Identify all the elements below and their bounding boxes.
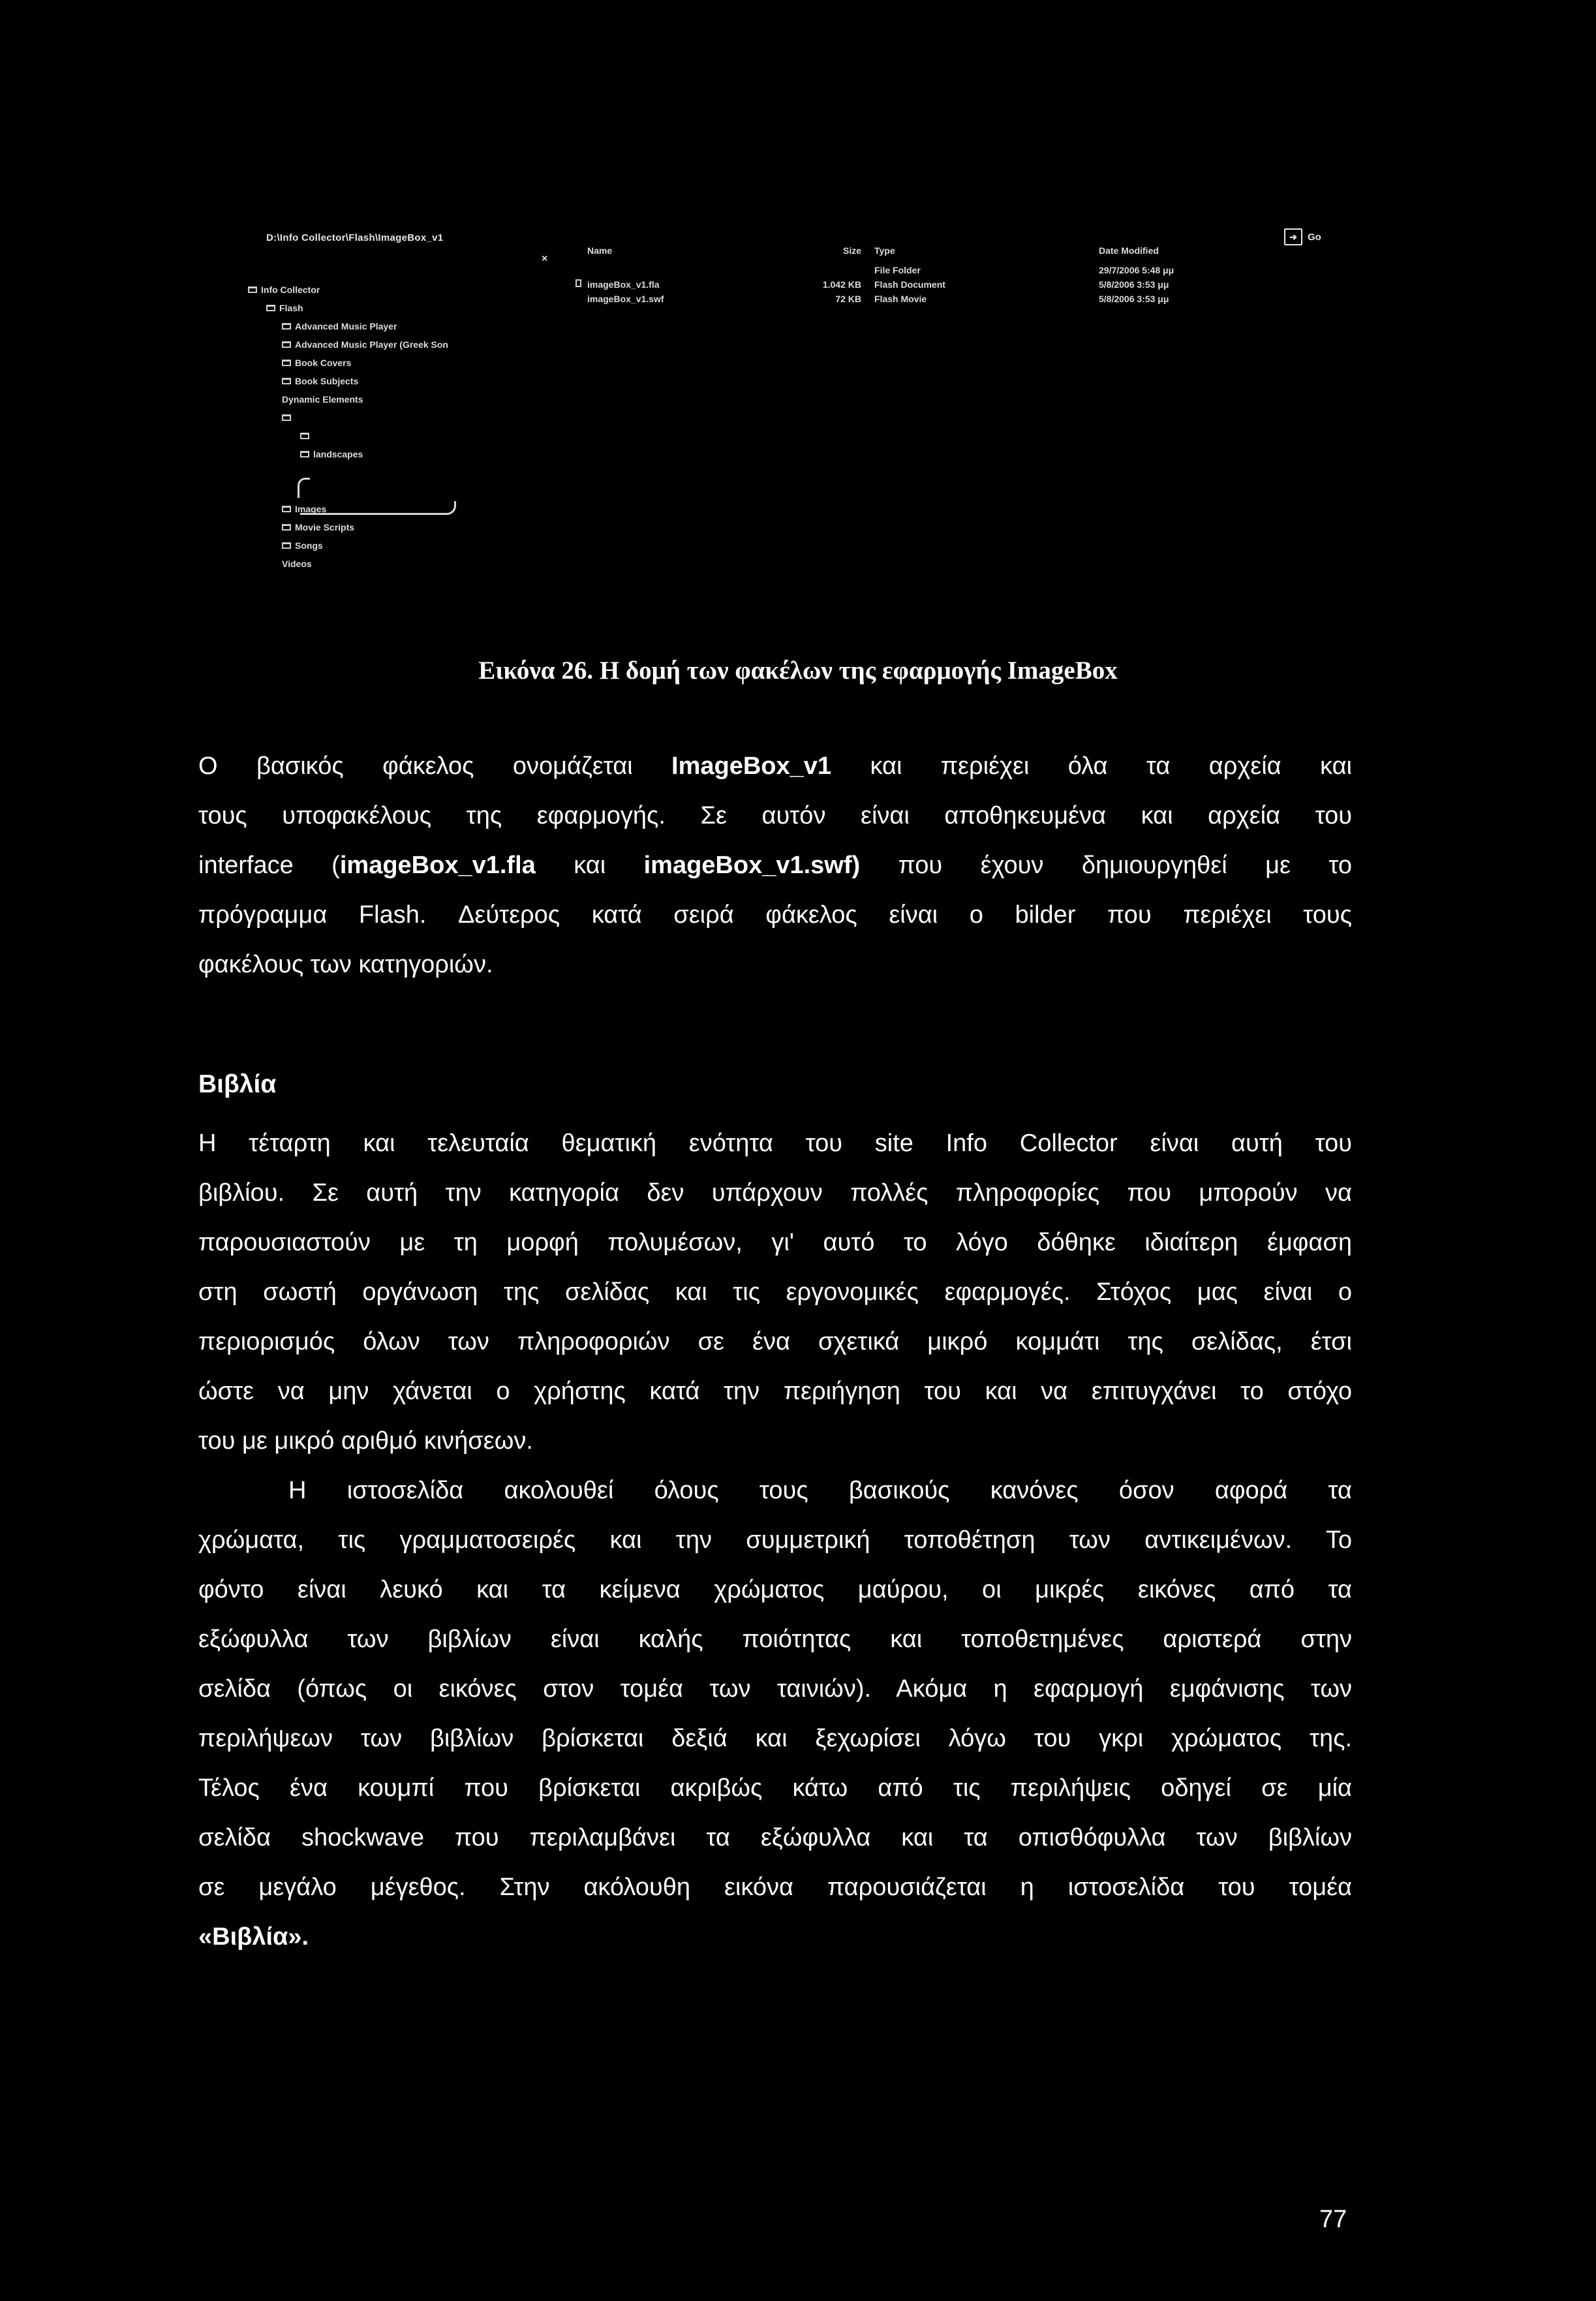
tree-item-label: Videos (282, 559, 312, 569)
text-line: παρουσιαστούν με τη μορφή πολυμέσων, γι' αυτό το λόγο δόθηκε ιδιαίτερη έμφαση (198, 1229, 1352, 1256)
file-row[interactable] (568, 265, 1285, 279)
figure-caption: Εικόνα 26. Η δομή των φακέλων της εφαρμογής ImageBox (478, 656, 1118, 685)
file-size: 72 KB (835, 294, 861, 304)
text-line: Η τέταρτη και τελευταία θεματική ενότητα του site Info Collector είναι αυτή του (198, 1130, 1352, 1157)
tree-item-info-collector[interactable] (248, 281, 548, 299)
file-size: 1.042 KB (822, 279, 861, 290)
column-header-type[interactable]: Type (874, 245, 895, 256)
file-date: 29/7/2006 5:48 μμ (1099, 265, 1174, 275)
file-type: File Folder (874, 265, 921, 275)
highlight-mark (300, 501, 456, 515)
section-heading: Βιβλία (198, 1070, 277, 1098)
column-header-name[interactable]: Name (587, 245, 613, 256)
text-line: σελίδα (όπως οι εικόνες στον τομέα των ταινιών). Ακόμα η εφαρμογή εμφάνισης των (198, 1675, 1352, 1703)
file-row[interactable] (568, 294, 1285, 308)
tree-item-unlabeled[interactable] (248, 409, 548, 427)
tree-item-label: Flash (279, 303, 303, 313)
folder-icon (266, 305, 275, 311)
tree-item-dynamic-elements[interactable] (248, 390, 548, 409)
tree-item-book-subjects[interactable] (248, 372, 548, 390)
folder-icon (282, 524, 291, 531)
go-button[interactable] (1284, 228, 1321, 245)
text-line (198, 1912, 1352, 1962)
text-line (198, 841, 1352, 890)
folder-icon (282, 414, 291, 421)
text-line: Τέλος ένα κουμπί που βρίσκεται ακριβώς κάτω από τις περιλήψεις οδηγεί σε μία (198, 1774, 1352, 1802)
tree-item-songs[interactable] (248, 536, 548, 555)
folder-icon (282, 542, 291, 549)
bold-term: imageBox_v1.fla (339, 852, 536, 879)
file-type: Flash Movie (874, 294, 927, 304)
folder-icon (282, 360, 291, 366)
paragraph-books-intro (198, 1119, 1352, 1466)
file-name: imageBox_v1.fla (587, 279, 660, 290)
tree-item-label: Advanced Music Player (Greek Son (295, 339, 448, 350)
folder-icon (282, 378, 291, 384)
tree-item-label: Advanced Music Player (295, 321, 397, 332)
paragraph-folder-structure (198, 741, 1352, 989)
bold-term: imageBox_v1.swf) (643, 852, 861, 879)
go-arrow-icon: ➔ (1284, 228, 1302, 245)
tree-item-label: Dynamic Elements (282, 394, 363, 405)
paragraph-books-design (198, 1466, 1352, 1962)
text-line (198, 741, 1352, 791)
tree-item-label: Movie Scripts (295, 522, 355, 533)
tree-item-movie-scripts[interactable] (248, 518, 548, 536)
go-label: Go (1308, 231, 1321, 243)
tree-item-label: Images (295, 504, 327, 514)
file-type: Flash Document (874, 279, 945, 290)
explorer-screenshot (0, 0, 1596, 626)
folder-tree (248, 281, 548, 573)
column-header-size[interactable]: Size (842, 245, 861, 256)
text-line: τους υποφακέλους της εφαρμογής. Σε αυτόν είναι αποθηκευμένα και αρχεία του (198, 802, 1352, 829)
text-line: σελίδα shockwave που περιλαμβάνει τα εξώφυλλα και τα οπισθόφυλλα των βιβλίων (198, 1824, 1352, 1851)
file-date: 5/8/2006 3:53 μμ (1099, 279, 1169, 290)
text-run: interface ( (198, 852, 340, 879)
file-row[interactable] (568, 279, 1285, 294)
tree-item-book-covers[interactable] (248, 354, 548, 372)
page-number: 77 (1319, 2206, 1347, 2233)
text-line: σε μεγάλο μέγεθος. Στην ακόλουθη εικόνα παρουσιάζεται η ιστοσελίδα του τομέα (198, 1874, 1352, 1901)
file-list (568, 245, 1285, 308)
text-run: και (535, 852, 644, 879)
text-line: Η ιστοσελίδα ακολουθεί όλους τους βασικούς κανόνες όσον αφορά τα (288, 1477, 1352, 1504)
text-line: του με μικρό αριθμό κινήσεων. (198, 1427, 533, 1455)
tree-item-label: Book Covers (295, 358, 352, 368)
tree-item-unlabeled[interactable] (248, 427, 548, 445)
column-header-date[interactable]: Date Modified (1099, 245, 1159, 256)
text-line: φακέλους των κατηγοριών. (198, 951, 493, 978)
file-date: 5/8/2006 3:53 μμ (1099, 294, 1169, 304)
flash-document-icon (575, 279, 581, 287)
text-line: πρόγραμμα Flash. Δεύτερος κατά σειρά φάκελος είναι ο bilder που περιέχει τους (198, 901, 1352, 929)
text-line: στη σωστή οργάνωση της σελίδας και τις εργονομικές εφαρμογές. Στόχος μας είναι ο (198, 1278, 1352, 1306)
folder-icon (248, 286, 257, 293)
folder-icon (282, 506, 291, 512)
text-line: περιλήψεων των βιβλίων βρίσκεται δεξιά και ξεχωρίσει λόγω του γκρι χρώματος της. (198, 1725, 1352, 1752)
text-run: που έχουν δημιουργηθεί με το (860, 852, 1352, 879)
text-line: εξώφυλλα των βιβλίων είναι καλής ποιότητας και τοποθετημένες αριστερά στην (198, 1626, 1352, 1653)
tree-item-videos[interactable] (248, 555, 548, 573)
folder-icon (282, 323, 291, 330)
tree-item-label: Book Subjects (295, 376, 359, 386)
tree-item-label: landscapes (313, 449, 363, 459)
tree-item-advanced-music-player-greek[interactable] (248, 335, 548, 354)
file-list-header (568, 245, 1285, 260)
text-run: και περιέχει όλα τα αρχεία και (831, 752, 1353, 780)
folder-icon (300, 451, 309, 457)
file-name: imageBox_v1.swf (587, 294, 664, 304)
tree-item-landscapes[interactable] (248, 445, 548, 463)
address-bar[interactable]: D:\Info Collector\Flash\ImageBox_v1 (266, 232, 444, 243)
folder-icon (300, 433, 309, 439)
text-line: χρώματα, τις γραμματοσειρές και την συμμετρική τοποθέτηση των αντικειμένων. Το (198, 1526, 1352, 1554)
text-line: βιβλίου. Σε αυτή την κατηγορία δεν υπάρχουν πολλές πληροφορίες που μπορούν να (198, 1179, 1352, 1207)
tree-item-advanced-music-player[interactable] (248, 317, 548, 335)
folder-icon (282, 341, 291, 348)
close-folders-pane-icon[interactable]: × (542, 253, 548, 264)
tree-item-label: Info Collector (261, 285, 320, 295)
bold-term: «Βιβλία». (198, 1923, 309, 1951)
highlight-mark (298, 478, 310, 498)
text-line: φόντο είναι λευκό και τα κείμενα χρώματος μαύρου, οι μικρές εικόνες από τα (198, 1576, 1352, 1603)
bold-term: ImageBox_v1 (671, 752, 832, 780)
tree-item-label: Songs (295, 540, 323, 551)
text-line: ώστε να μην χάνεται ο χρήστης κατά την περιήγηση του και να επιτυγχάνει το στόχο (198, 1378, 1352, 1405)
text-run: Ο βασικός φάκελος ονομάζεται (198, 752, 672, 780)
text-line: περιορισμός όλων των πληροφοριών σε ένα σχετικά μικρό κομμάτι της σελίδας, έτσι (198, 1328, 1352, 1355)
tree-item-flash[interactable] (248, 299, 548, 317)
